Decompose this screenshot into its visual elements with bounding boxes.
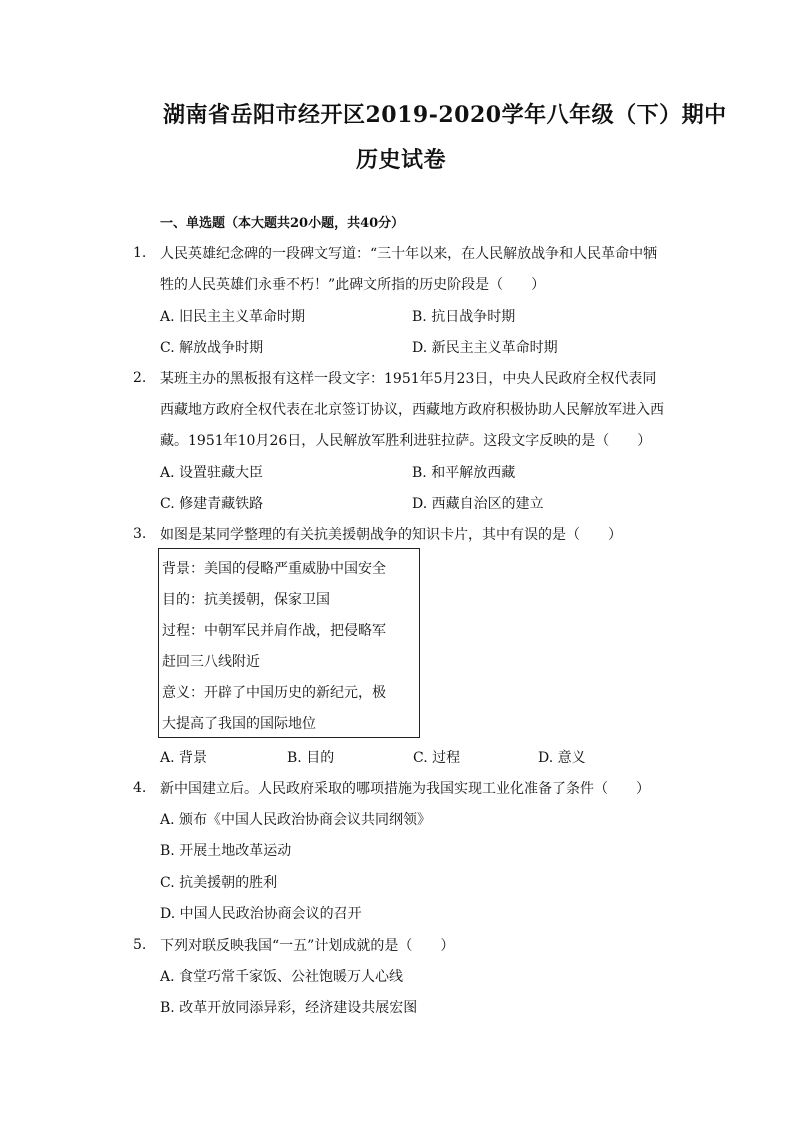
question-number: 1.	[133, 245, 147, 261]
option-a[interactable]: A. 旧民主主义革命时期	[160, 309, 306, 325]
question-number: 3.	[133, 526, 147, 542]
card-line: 意义：开辟了中国历史的新纪元，极	[162, 685, 386, 701]
option-c[interactable]: C. 抗美援朝的胜利	[160, 875, 278, 891]
option-b[interactable]: B. 目的	[287, 750, 335, 766]
card-line: 背景：美国的侵略严重威胁中国安全	[162, 561, 386, 577]
page-title-line2: 历史试卷	[356, 147, 447, 173]
option-b[interactable]: B. 抗日战争时期	[412, 309, 516, 325]
question-text-line: 藏。1951年10月26日，人民解放军胜利进驻拉萨。这段文字反映的是（ ）	[160, 433, 652, 449]
option-a[interactable]: A. 设置驻藏大臣	[160, 465, 264, 481]
page-title-line1: 湖南省岳阳市经开区2019-2020学年八年级（下）期中	[163, 102, 727, 128]
option-a[interactable]: A. 颁布《中国人民政治协商会议共同纲领》	[160, 812, 432, 828]
card-line: 目的：抗美援朝，保家卫国	[162, 592, 330, 608]
option-b[interactable]: B. 改革开放同添异彩，经济建设共展宏图	[160, 1000, 418, 1016]
option-d[interactable]: D. 西藏自治区的建立	[412, 496, 544, 512]
question-text-line: 人民英雄纪念碑的一段碑文写道：“三十年以来，在人民解放战争和人民革命中牺	[160, 246, 658, 262]
question-text-line: 某班主办的黑板报有这样一段文字：1951年5月23日，中央人民政府全权代表同	[160, 371, 657, 387]
option-c[interactable]: C. 过程	[413, 750, 461, 766]
option-d[interactable]: D. 意义	[538, 750, 586, 766]
question-text-line: 下列对联反映我国“一五”计划成就的是（ ）	[160, 938, 455, 954]
option-a[interactable]: A. 食堂巧常千家饭、公社饱暖万人心线	[160, 969, 404, 985]
question-number: 2.	[133, 370, 147, 386]
option-c[interactable]: C. 解放战争时期	[160, 340, 264, 356]
question-text-line: 如图是某同学整理的有关抗美援朝战争的知识卡片，其中有误的是（ ）	[160, 527, 622, 543]
question-number: 4.	[133, 780, 147, 796]
option-d[interactable]: D. 新民主主义革命时期	[412, 340, 558, 356]
card-line: 大提高了我国的国际地位	[162, 716, 316, 732]
question-text-line: 新中国建立后。人民政府采取的哪项措施为我国实现工业化准备了条件（ ）	[160, 781, 650, 797]
knowledge-card	[158, 548, 420, 738]
option-b[interactable]: B. 开展土地改革运动	[160, 843, 292, 859]
option-c[interactable]: C. 修建青藏铁路	[160, 496, 264, 512]
option-d[interactable]: D. 中国人民政治协商会议的召开	[160, 906, 362, 922]
option-b[interactable]: B. 和平解放西藏	[412, 465, 516, 481]
question-text-line: 西藏地方政府全权代表在北京签订协议，西藏地方政府积极协助人民解放军进入西	[160, 402, 664, 418]
option-a[interactable]: A. 背景	[160, 750, 208, 766]
section-header: 一、单选题（本大题共20小题，共40分）	[160, 216, 405, 231]
question-text-line: 牲的人民英雄们永垂不朽！”此碑文所指的历史阶段是（ ）	[160, 277, 546, 293]
card-line: 过程：中朝军民并肩作战，把侵略军	[162, 623, 386, 639]
card-line: 赶回三八线附近	[162, 654, 260, 670]
question-number: 5.	[133, 937, 147, 953]
